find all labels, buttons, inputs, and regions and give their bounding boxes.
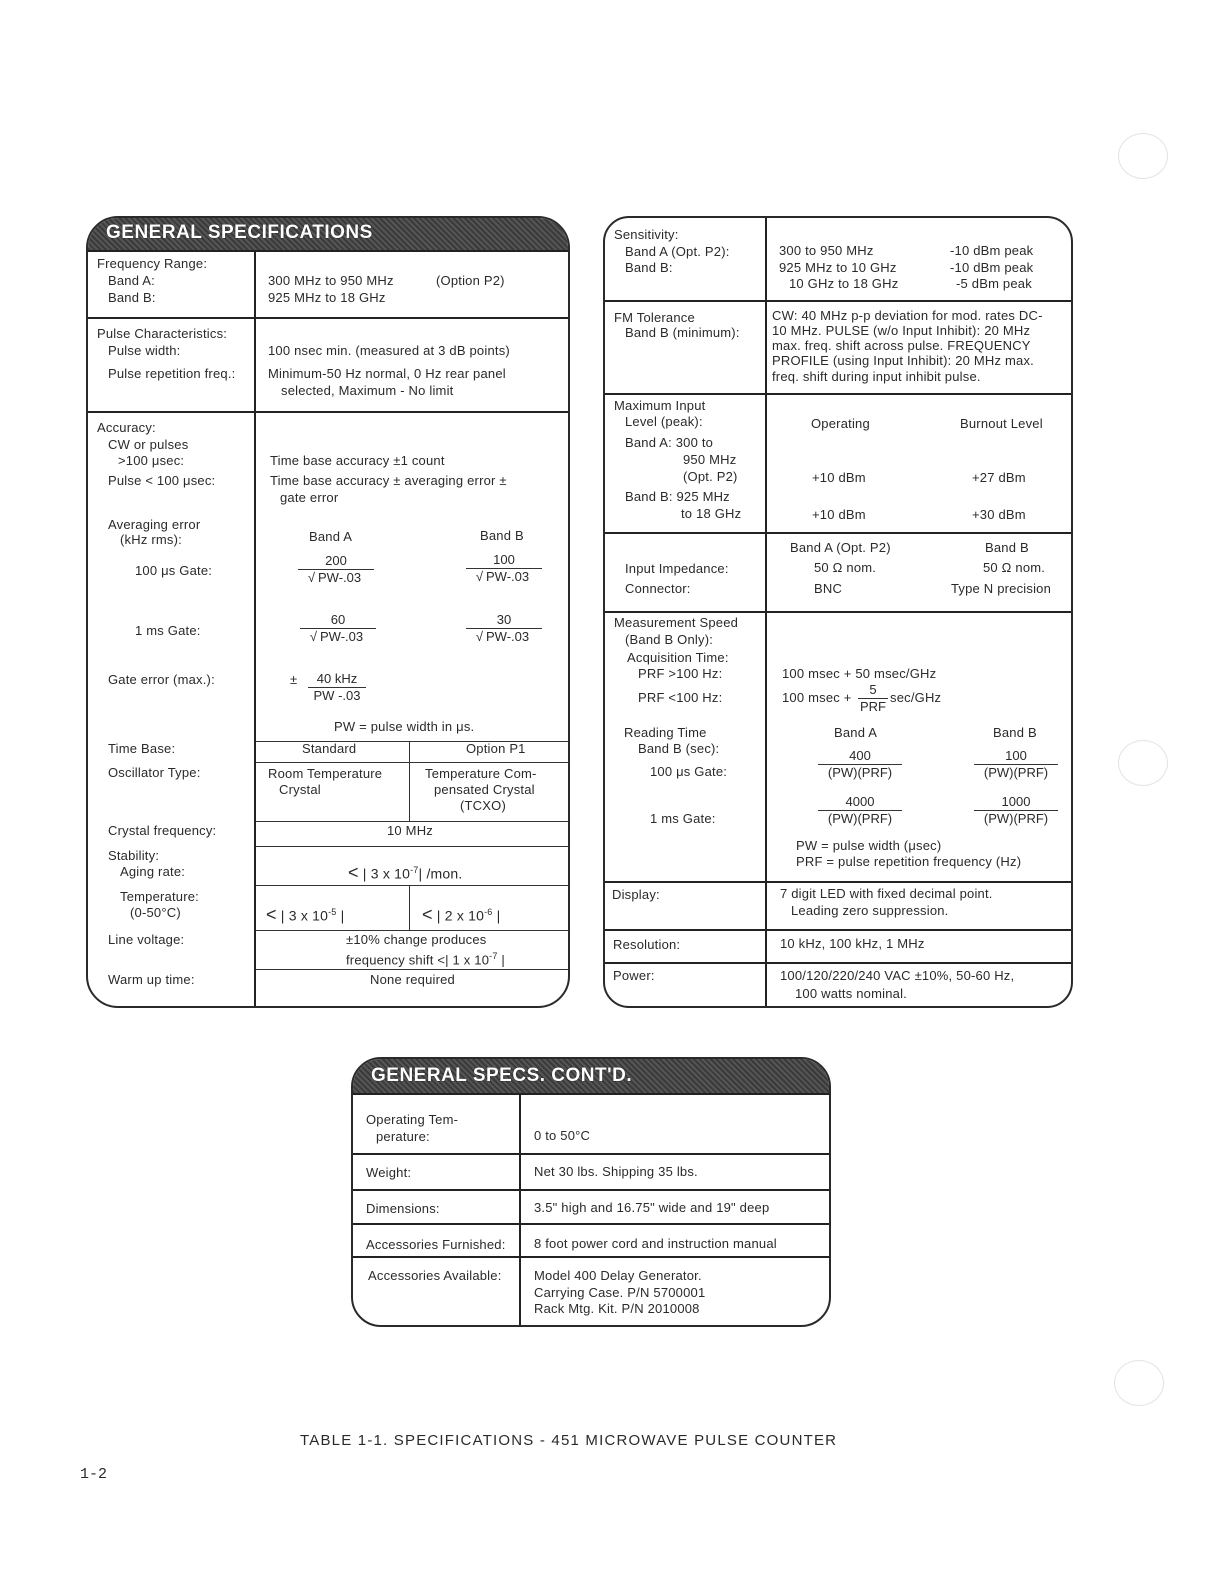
operating-temp-value: 0 to 50°C	[534, 1128, 591, 1143]
input-impedance-label: Input Impedance:	[625, 561, 729, 576]
read-formula-4000: 4000 (PW)(PRF)	[818, 794, 902, 827]
gate-error-pm: ±	[290, 672, 298, 687]
accessories-available-1: Model 400 Delay Generator.	[534, 1268, 702, 1283]
aging-rate-value: < | 3 x $10^{-7}|$ /mon.	[348, 862, 463, 883]
conn-band-b-value: Type N precision	[951, 581, 1052, 596]
formula-200: $\frac{200}{√ PW-.03}$	[298, 553, 374, 586]
max-input-l2: Level (peak):	[625, 414, 703, 429]
sens-range-3: 10 GHz to 18 GHz	[789, 276, 899, 291]
band-b-label: Band B:	[108, 290, 156, 305]
meas-l5: PRF <100 Hz:	[638, 690, 723, 705]
table-caption: TABLE 1-1. SPECIFICATIONS - 451 MICROWAVE PULSE COUNTER	[300, 1432, 838, 1449]
band-a-label: Band A:	[108, 273, 155, 288]
gate-error-label: Gate error (max.):	[108, 672, 215, 687]
band-b-value: 925 MHz to 18 GHz	[268, 290, 386, 305]
fm-tolerance-label: FM Tolerance	[614, 310, 695, 325]
power-value-1: 100/120/220/240 VAC ±10%, 50-60 Hz,	[780, 968, 1015, 983]
frequency-range-label: Frequency Range:	[97, 256, 208, 271]
operating-temp-label-1: Operating Tem-	[366, 1112, 459, 1127]
band-a-option: (Option P2)	[436, 273, 505, 288]
band-a-operating: +10 dBm	[812, 470, 866, 485]
fm-line-1: CW: 40 MHz p-p deviation for mod. rates DC-	[772, 308, 1043, 323]
line-voltage-line1: ±10% change produces	[346, 932, 487, 947]
cw-pulses-label: CW or pulses	[108, 437, 189, 452]
imp-band-a-value: 50 Ω nom.	[814, 560, 877, 575]
line-voltage-label: Line voltage:	[108, 932, 185, 947]
averaging-error-unit: (kHz rms):	[120, 532, 182, 547]
temp-std-value: < | 3 x $10^{-5}$ |	[266, 904, 345, 925]
section-header-contd: GENERAL SPECS. CONT'D.	[353, 1059, 829, 1093]
standard-heading: Standard	[302, 741, 357, 756]
meas-l1: Measurement Speed	[614, 615, 739, 630]
fm-line-3: max. freq. shift across pulse. FREQUENCY	[772, 338, 1031, 353]
pulse-width-value: 100 nsec min. (measured at 3 dB points)	[268, 343, 510, 358]
pw-note: PW = pulse width in μs.	[334, 719, 475, 734]
aging-rate-label: Aging rate:	[120, 864, 186, 879]
stability-label: Stability:	[108, 848, 160, 863]
gate-error-text: gate error	[280, 490, 339, 505]
cw-gt-label: >100 μsec:	[118, 453, 185, 468]
reading-time-sub: Band B (sec):	[638, 741, 720, 756]
tcxo-line1: Temperature Com-	[425, 766, 537, 781]
warm-up-label: Warm up time:	[108, 972, 195, 987]
acq-value-2-frac: 5 PRF	[860, 682, 886, 714]
punch-hole-top	[1118, 133, 1168, 179]
max-input-l4: 950 MHz	[683, 452, 737, 467]
read-formula-100: 100 (PW)(PRF)	[974, 748, 1058, 781]
gate-1ms-label: 1 ms Gate:	[135, 623, 201, 638]
operating-temp-label-2: perature:	[376, 1129, 430, 1144]
dimensions-label: Dimensions:	[366, 1201, 440, 1216]
page-number: 1-2	[80, 1466, 108, 1483]
room-temp-line2: Crystal	[279, 782, 321, 797]
section-header: GENERAL SPECIFICATIONS	[88, 218, 568, 250]
time-base-accuracy-avg: Time base accuracy ± averaging error ±	[270, 473, 507, 488]
prf-value-line2: selected, Maximum - No limit	[281, 383, 454, 398]
burnout-heading: Burnout Level	[960, 416, 1043, 431]
band-b-burnout: +30 dBm	[972, 507, 1026, 522]
temp-opt-value: < | 2 x $10^{-6}$ |	[422, 904, 501, 925]
time-base-label: Time Base:	[108, 741, 176, 756]
imp-band-b-value: 50 Ω nom.	[983, 560, 1046, 575]
band-a-heading: Band A	[309, 529, 353, 544]
formula-40khz: 40 kHz PW -.03	[308, 671, 366, 704]
prf-label: Pulse repetition freq.:	[108, 366, 236, 381]
accessories-furnished-label: Accessories Furnished:	[366, 1237, 506, 1252]
fm-tolerance-sub: Band B (minimum):	[625, 325, 740, 340]
conn-band-a-value: BNC	[814, 581, 843, 596]
display-label: Display:	[612, 887, 660, 902]
power-label: Power:	[613, 968, 655, 983]
sens-range-1: 300 to 950 MHz	[779, 243, 874, 258]
max-input-l7: to 18 GHz	[681, 506, 742, 521]
formula-100: $\frac{100}{√ PW-.03}$	[466, 552, 542, 585]
read-formula-400: 400 (PW)(PRF)	[818, 748, 902, 781]
temperature-range: (0-50°C)	[130, 905, 181, 920]
pw-definition: PW = pulse width (μsec)	[796, 838, 942, 853]
band-a-burnout: +27 dBm	[972, 470, 1026, 485]
pulse-lt-label: Pulse < 100 μsec:	[108, 473, 216, 488]
formula-30: $\frac{30}{√ PW-.03}$	[466, 612, 542, 645]
oscillator-type-label: Oscillator Type:	[108, 765, 201, 780]
max-input-l6: Band B: 925 MHz	[625, 489, 730, 504]
averaging-error-label: Averaging error	[108, 517, 201, 532]
max-input-l1: Maximum Input	[614, 398, 706, 413]
room-temp-line1: Room Temperature	[268, 766, 383, 781]
resolution-label: Resolution:	[613, 937, 681, 952]
meas-l2: (Band B Only):	[625, 632, 714, 647]
band-b-heading: Band B	[480, 528, 524, 543]
power-value-2: 100 watts nominal.	[795, 986, 907, 1001]
display-value-1: 7 digit LED with fixed decimal point.	[780, 886, 993, 901]
acq-value-1: 100 msec + 50 msec/GHz	[782, 666, 937, 681]
tcxo-line3: (TCXO)	[460, 798, 506, 813]
punch-hole-middle	[1118, 740, 1168, 786]
accessories-available-3: Rack Mtg. Kit. P/N 2010008	[534, 1301, 700, 1316]
band-b-operating: +10 dBm	[812, 507, 866, 522]
connector-label: Connector:	[625, 581, 691, 596]
sens-range-2: 925 MHz to 10 GHz	[779, 260, 897, 275]
formula-60: $\frac{60}{√ PW-.03}$	[300, 612, 376, 645]
accessories-available-label: Accessories Available:	[368, 1268, 502, 1283]
resolution-value: 10 kHz, 100 kHz, 1 MHz	[780, 936, 925, 951]
acq-value-2-pre: 100 msec +	[782, 690, 852, 705]
read-gate-1ms: 1 ms Gate:	[650, 811, 716, 826]
temperature-label: Temperature:	[120, 889, 199, 904]
sens-band-b-label: Band B:	[625, 260, 673, 275]
fm-line-5: freq. shift during input inhibit pulse.	[772, 369, 981, 384]
dimensions-value: 3.5" high and 16.75" wide and 19" deep	[534, 1200, 770, 1215]
imp-band-a-heading: Band A (Opt. P2)	[790, 540, 891, 555]
read-gate-100us: 100 μs Gate:	[650, 764, 728, 779]
fm-line-2: 10 MHz. PULSE (w/o Input Inhibit): 20 MHz	[772, 323, 1031, 338]
sensitivity-label: Sensitivity:	[614, 227, 679, 242]
warm-up-value: None required	[370, 972, 455, 987]
sens-value-3: -5 dBm peak	[956, 276, 1032, 291]
accessories-furnished-value: 8 foot power cord and instruction manual	[534, 1236, 777, 1251]
time-base-accuracy-count: Time base accuracy ±1 count	[270, 453, 445, 468]
display-value-2: Leading zero suppression.	[791, 903, 949, 918]
sens-value-1: -10 dBm peak	[950, 243, 1034, 258]
pulse-width-label: Pulse width:	[108, 343, 181, 358]
imp-band-b-heading: Band B	[985, 540, 1029, 555]
crystal-frequency-label: Crystal frequency:	[108, 823, 217, 838]
accuracy-label: Accuracy:	[97, 420, 156, 435]
meas-l3: Acquisition Time:	[627, 650, 729, 665]
accessories-available-2: Carrying Case. P/N 5700001	[534, 1285, 706, 1300]
sens-value-2: -10 dBm peak	[950, 260, 1034, 275]
weight-value: Net 30 lbs. Shipping 35 lbs.	[534, 1164, 698, 1179]
reading-time-label: Reading Time	[624, 725, 707, 740]
option-p1-heading: Option P1	[466, 741, 526, 756]
read-band-b-heading: Band B	[993, 725, 1037, 740]
crystal-frequency-value: 10 MHz	[387, 823, 433, 838]
sens-band-a-label: Band A (Opt. P2):	[625, 244, 730, 259]
acq-value-2-post: sec/GHz	[890, 690, 942, 705]
tcxo-line2: pensated Crystal	[434, 782, 535, 797]
line-voltage-line2: frequency shift <| 1 x $10^{-7}$ |	[346, 951, 505, 968]
read-formula-1000: 1000 (PW)(PRF)	[974, 794, 1058, 827]
band-a-value: 300 MHz to 950 MHz	[268, 273, 394, 288]
prf-value-line1: Minimum-50 Hz normal, 0 Hz rear panel	[268, 366, 506, 381]
operating-heading: Operating	[811, 416, 870, 431]
max-input-l3: Band A: 300 to	[625, 435, 714, 450]
gate-100us-label: 100 μs Gate:	[135, 563, 213, 578]
weight-label: Weight:	[366, 1165, 412, 1180]
read-band-a-heading: Band A	[834, 725, 878, 740]
punch-hole-bottom	[1114, 1360, 1164, 1406]
meas-l4: PRF >100 Hz:	[638, 666, 723, 681]
prf-definition: PRF = pulse repetition frequency (Hz)	[796, 854, 1022, 869]
max-input-l5: (Opt. P2)	[683, 469, 738, 484]
fm-line-4: PROFILE (using Input Inhibit): 20 MHz max.	[772, 353, 1034, 368]
pulse-characteristics-label: Pulse Characteristics:	[97, 326, 228, 341]
